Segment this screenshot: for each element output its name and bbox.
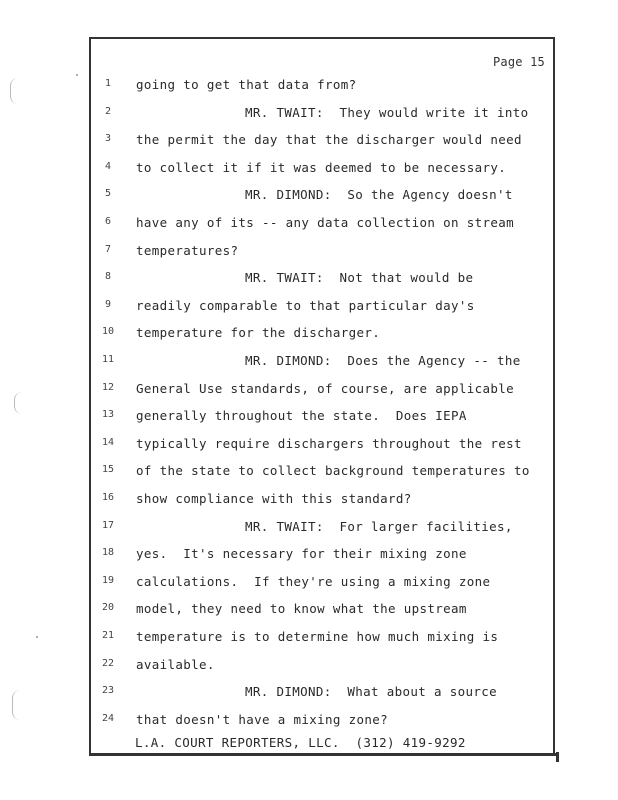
line-number: 23 (101, 685, 115, 696)
transcript-line: that doesn't have a mixing zone? (136, 712, 389, 727)
line-number: 18 (101, 547, 115, 558)
reporter-footer: L.A. COURT REPORTERS, LLC. (312) 419-9292 (135, 735, 466, 750)
transcript-line: typically require dischargers throughout the rest (136, 436, 522, 451)
line-number: 10 (101, 326, 115, 337)
line-number: 11 (101, 354, 115, 365)
binding-mark (12, 690, 21, 720)
page-frame-corner (556, 752, 559, 762)
binding-mark (14, 392, 23, 414)
line-number: 2 (104, 106, 112, 117)
line-number: 13 (101, 409, 115, 420)
transcript-line: show compliance with this standard? (136, 491, 412, 506)
transcript-line: model, they need to know what the upstream (136, 601, 467, 616)
transcript-line: General Use standards, of course, are applicable (136, 381, 515, 396)
line-number: 3 (104, 133, 112, 144)
transcript-line: MR. DIMOND: Does the Agency -- the (245, 353, 521, 368)
transcript-line: MR. DIMOND: So the Agency doesn't (245, 187, 513, 202)
line-number: 7 (104, 244, 112, 255)
line-number: 19 (101, 575, 115, 586)
line-number: 12 (101, 382, 115, 393)
line-number: 5 (104, 188, 112, 199)
line-number: 9 (104, 299, 112, 310)
transcript-line: to collect it if it was deemed to be necessary. (136, 160, 507, 175)
page-number: Page 15 (493, 55, 545, 69)
line-number: 15 (101, 464, 115, 475)
page-frame-bottom (89, 753, 557, 756)
line-number: 6 (104, 216, 112, 227)
binding-mark (10, 78, 19, 104)
line-number: 21 (101, 630, 115, 641)
transcript-line: readily comparable to that particular day's (136, 298, 475, 313)
transcript-line: MR. DIMOND: What about a source (245, 684, 498, 699)
line-number: 16 (101, 492, 115, 503)
line-number: 20 (101, 602, 115, 613)
line-number: 17 (101, 520, 115, 531)
transcript-line: MR. TWAIT: For larger facilities, (245, 519, 513, 534)
scan-speck (36, 636, 38, 638)
transcript-line: have any of its -- any data collection on stream (136, 215, 515, 230)
transcript-line: temperature for the discharger. (136, 325, 381, 340)
transcript-line: of the state to collect background temperatures to (136, 463, 530, 478)
transcript-line: going to get that data from? (136, 77, 357, 92)
transcript-line: calculations. If they're using a mixing zone (136, 574, 491, 589)
transcript-line: temperatures? (136, 243, 239, 258)
scan-speck (76, 74, 78, 76)
line-number: 4 (104, 161, 112, 172)
transcript-line: yes. It's necessary for their mixing zone (136, 546, 467, 561)
transcript-line: available. (136, 657, 215, 672)
line-number: 8 (104, 271, 112, 282)
transcript-line: temperature is to determine how much mixing is (136, 629, 499, 644)
line-number: 24 (101, 713, 115, 724)
line-number: 22 (101, 658, 115, 669)
transcript-line: generally throughout the state. Does IEPA (136, 408, 467, 423)
transcript-line: MR. TWAIT: They would write it into (245, 105, 529, 120)
line-number: 1 (104, 78, 112, 89)
transcript-line: the permit the day that the discharger would need (136, 132, 522, 147)
transcript-line: MR. TWAIT: Not that would be (245, 270, 474, 285)
line-number: 14 (101, 437, 115, 448)
